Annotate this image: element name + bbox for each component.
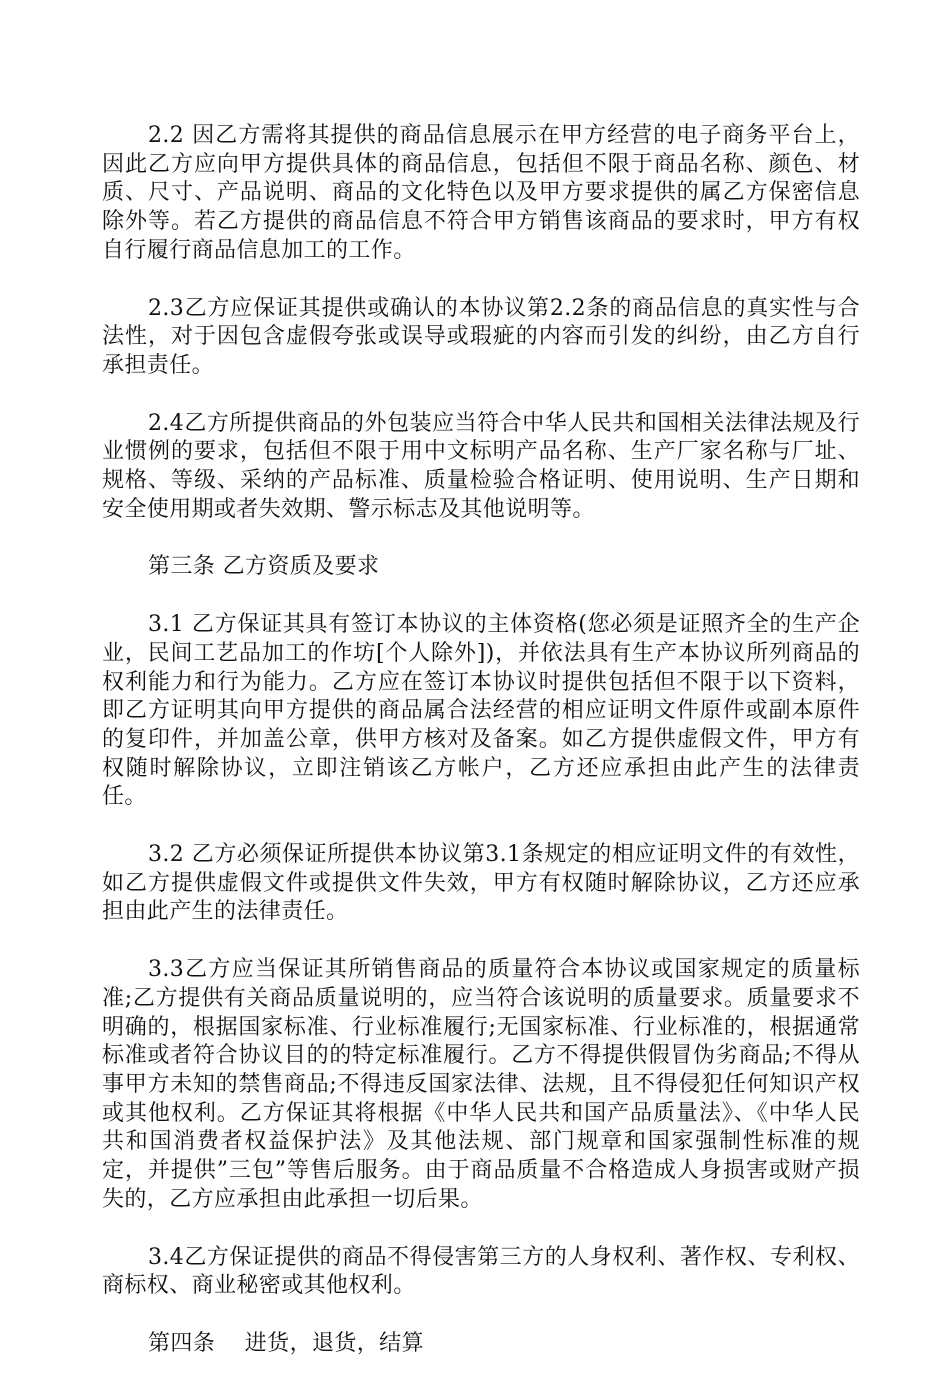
paragraph-2-2: 2.2 因乙方需将其提供的商品信息展示在甲方经营的电子商务平台上，因此乙方应向甲方提供具体的商品信息，包括但不限于商品名称、颜色、材质、尺寸、产品说明、商品的文化特色以及甲方要求提供的属乙方保密信息除外等。若乙方提供的商品信息不符合甲方销售该商品的要求时，甲方有权自行履行商品信息加工的工作。 — [102, 123, 860, 263]
paragraph-3-4: 3.4乙方保证提供的商品不得侵害第三方的人身权利、著作权、专利权、商标权、商业秘密或其他权利。 — [102, 1244, 860, 1299]
section-heading-3: 第三条 乙方资质及要求 — [148, 554, 380, 580]
paragraph-2-4: 2.4乙方所提供商品的外包装应当符合中华人民共和国相关法律法规及行业惯例的要求，包括但不限于用中文标明产品名称、生产厂家名称与厂址、规格、等级、采纳的产品标准、质量检验合格证明、使用说明、生产日期和安全使用期或者失效期、警示标志及其他说明等。 — [102, 410, 860, 522]
section-heading-4: 第四条 进货，退货，结算 — [148, 1330, 424, 1356]
paragraph-2-3: 2.3乙方应保证其提供或确认的本协议第2.2条的商品信息的真实性与合法性，对于因包含虚假夸张或误导或瑕疵的内容而引发的纠纷，由乙方自行承担责任。 — [102, 295, 860, 378]
paragraph-3-2: 3.2 乙方必须保证所提供本协议第3.1条规定的相应证明文件的有效性，如乙方提供虚假文件或提供文件失效，甲方有权随时解除协议，乙方还应承担由此产生的法律责任。 — [102, 842, 860, 925]
document-page — [102, 122, 860, 1388]
paragraph-3-1: 3.1 乙方保证其具有签订本协议的主体资格(您必须是证照齐全的生产企业，民间工艺品加工的作坊[个人除外])，并依法具有生产本协议所列商品的权利能力和行为能力。乙方应在签订本协议时提供包括但不限于以下资料，即乙方证明其向甲方提供的商品属合法经营的相应证明文件原件或副本原件的复印件，并加盖公章，供甲方核对及备案。如乙方提供虚假文件，甲方有权随时解除协议，立即注销该乙方帐户，乙方还应承担由此产生的法律责任。 — [102, 612, 860, 810]
paragraph-3-3: 3.3乙方应当保证其所销售商品的质量符合本协议或国家规定的质量标准;乙方提供有关商品质量说明的，应当符合该说明的质量要求。质量要求不明确的，根据国家标准、行业标准履行;无国家标准、行业标准的，根据通常标准或者符合协议目的的特定标准履行。乙方不得提供假冒伪劣商品;不得从事甲方未知的禁售商品;不得违反国家法律、法规，且不得侵犯任何知识产权或其他权利。乙方保证其将根据《中华人民共和国产品质量法》、《中华人民共和国消费者权益保护法》及其他法规、部门规章和国家强制性标准的规定，并提供”三包”等售后服务。由于商品质量不合格造成人身损害或财产损失的，乙方应承担由此承担一切后果。 — [102, 957, 860, 1212]
